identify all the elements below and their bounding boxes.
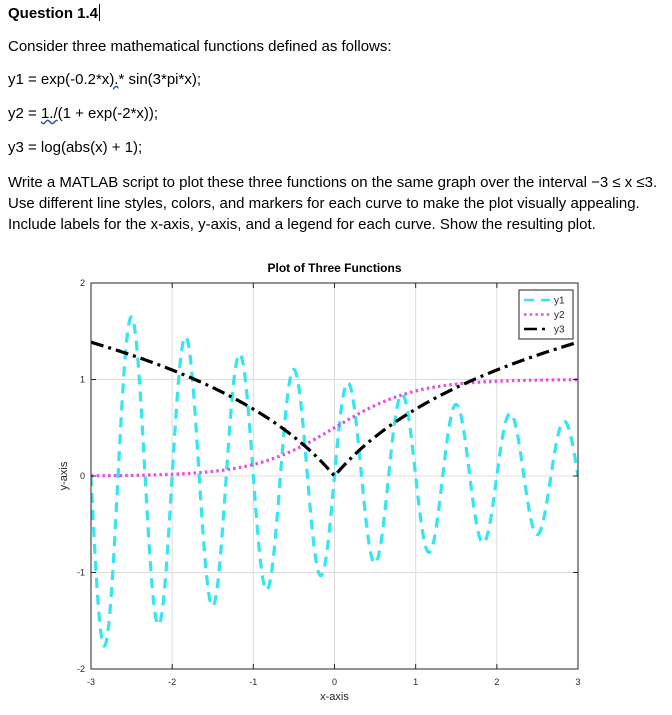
- x-axis-label: x-axis: [320, 691, 349, 703]
- y-axis-label: y-axis: [58, 461, 70, 491]
- legend-label-y3: y3: [554, 324, 565, 336]
- task-line: Use different line styles, colors, and markers for each curve to make the plot visually appealing.: [8, 195, 640, 212]
- x-tick-label: 0: [331, 677, 338, 687]
- x-tick-label: 1: [413, 677, 419, 687]
- legend-label-y2: y2: [554, 310, 565, 321]
- y-tick-label: -2: [76, 664, 85, 674]
- equation-y1-part-c: * sin(3*pi*x);: [118, 71, 202, 88]
- legend-box: [519, 290, 573, 339]
- x-tick-label: 3: [575, 677, 581, 687]
- y-tick-label: -1: [76, 567, 85, 578]
- task-line: Include labels for the x-axis, y-axis, and a legend for each curve. Show the resulting plot.: [8, 216, 596, 233]
- task-line: Write a MATLAB script to plot these three functions on the same graph over the interval −3 ≤ x ≤3.: [8, 174, 658, 191]
- equation-y3: y3 = log(abs(x) + 1);: [8, 139, 143, 156]
- equation-y2-part-b: 1./: [40, 105, 58, 122]
- intro-text: Consider three mathematical functions defined as follows:: [8, 38, 392, 55]
- y-tick-label: 0: [79, 471, 85, 481]
- question-title-text: Question 1.4: [8, 5, 99, 22]
- x-tick-label: -1: [249, 677, 258, 687]
- x-tick-label: -3: [86, 677, 96, 687]
- equation-y1-part-b: ).: [109, 71, 119, 88]
- x-tick-label: -2: [168, 677, 177, 687]
- chart-legend: [519, 290, 573, 339]
- y-tick-label: 2: [79, 278, 85, 288]
- legend-label-y1: y1: [554, 295, 565, 307]
- equation-y2-part-c: (1 + exp(-2*x));: [57, 105, 159, 122]
- equation-y2-part-a: y2 =: [8, 105, 41, 122]
- y-tick-label: 1: [79, 374, 85, 385]
- equation-y1-part-a: y1 = exp(-0.2*x: [8, 71, 110, 88]
- chart-title: Plot of Three Functions: [267, 261, 402, 275]
- x-tick-label: 2: [494, 677, 500, 687]
